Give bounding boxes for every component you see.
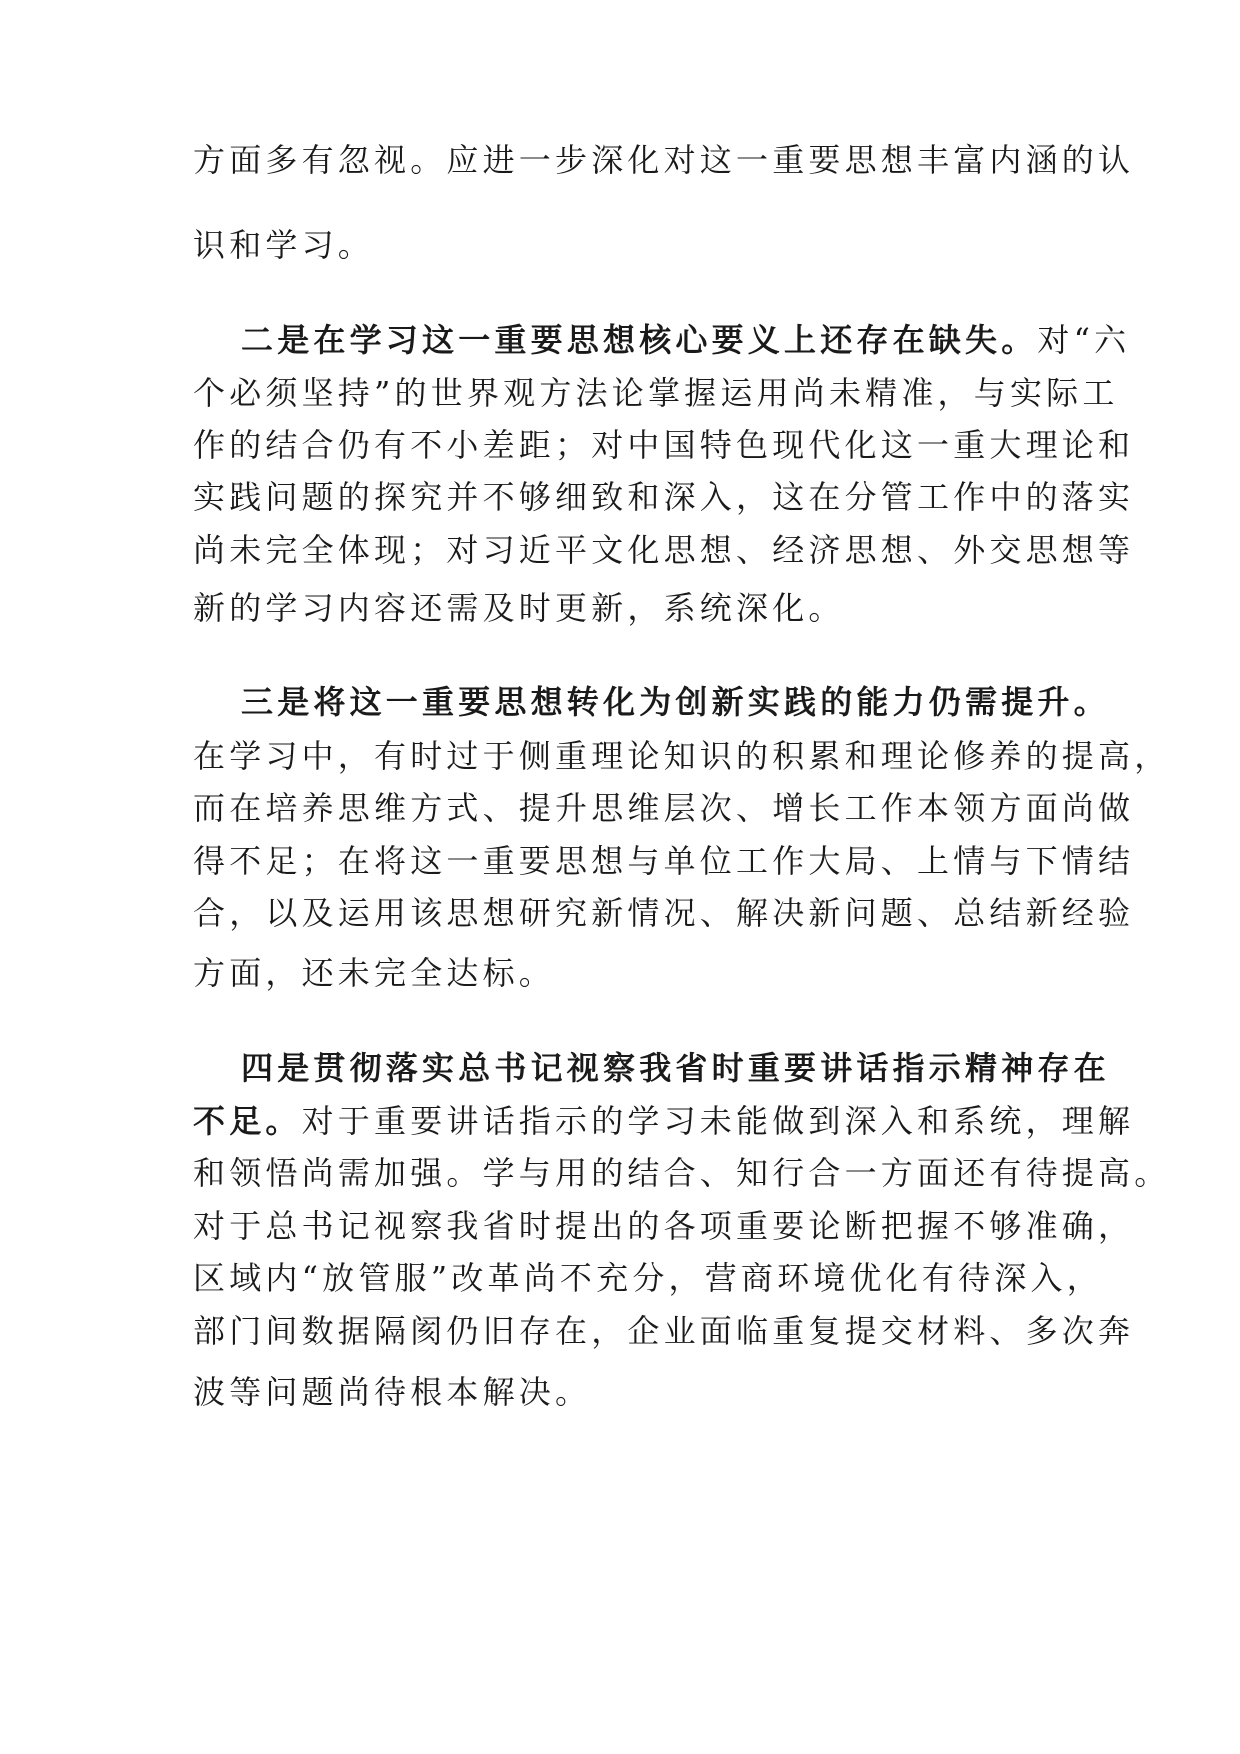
paragraph-3-line-6: 方面，还未完全达标。	[193, 954, 556, 992]
paragraph-4-line-7: 波等问题尚待根本解决。	[193, 1373, 592, 1411]
paragraph-2-line-4: 实践问题的探究并不够细致和深入，这在分管工作中的落实	[193, 478, 1135, 516]
paragraph-4-line-2-text: 对于重要讲话指示的学习未能做到深入和系统，理解	[301, 1102, 1135, 1140]
paragraph-4-line-3: 和领悟尚需加强。学与用的结合、知行合一方面还有待提高。	[193, 1154, 1171, 1192]
paragraph-3-line-3: 而在培养思维方式、提升思维层次、增长工作本领方面尚做	[193, 789, 1135, 827]
paragraph-4-line-5: 区域内“放管服”改革尚不充分，营商环境优化有待深入，	[193, 1259, 1103, 1297]
paragraph-2-line-6: 新的学习内容还需及时更新，系统深化。	[193, 589, 845, 627]
paragraph-2-line-1	[241, 320, 1131, 360]
paragraph-1-line-1: 方面多有忽视。应进一步深化对这一重要思想丰富内涵的认	[193, 141, 1135, 179]
paragraph-4-line-4: 对于总书记视察我省时提出的各项重要论断把握不够准确，	[193, 1207, 1135, 1245]
paragraph-3-heading: 三是将这一重要思想转化为创新实践的能力仍需提升。	[241, 683, 1110, 721]
paragraph-2-line-3: 作的结合仍有不小差距；对中国特色现代化这一重大理论和	[193, 426, 1135, 464]
paragraph-4-line-6: 部门间数据隔阂仍旧存在，企业面临重复提交材料、多次奔	[193, 1312, 1135, 1350]
paragraph-2-heading: 二是在学习这一重要思想核心要义上还存在缺失。	[241, 321, 1038, 359]
paragraph-3-line-4: 得不足；在将这一重要思想与单位工作大局、上情与下情结	[193, 842, 1135, 880]
paragraph-2-line-1-text: 对“六	[1037, 321, 1131, 359]
paragraph-4-heading: 四是贯彻落实总书记视察我省时重要讲话指示精神存在	[241, 1049, 1110, 1087]
paragraph-3-line-5: 合，以及运用该思想研究新情况、解决新问题、总结新经验	[193, 894, 1135, 932]
paragraph-1-line-2: 识和学习。	[193, 226, 375, 264]
paragraph-4-heading-end: 不足。	[193, 1102, 302, 1140]
paragraph-3-line-2: 在学习中，有时过于侧重理论知识的积累和理论修养的提高，	[193, 737, 1171, 775]
paragraph-2-line-2: 个必须坚持”的世界观方法论掌握运用尚未精准，与实际工	[193, 374, 1119, 412]
paragraph-2-line-5: 尚未完全体现；对习近平文化思想、经济思想、外交思想等	[193, 531, 1135, 569]
paragraph-4-line-2	[193, 1101, 1135, 1141]
